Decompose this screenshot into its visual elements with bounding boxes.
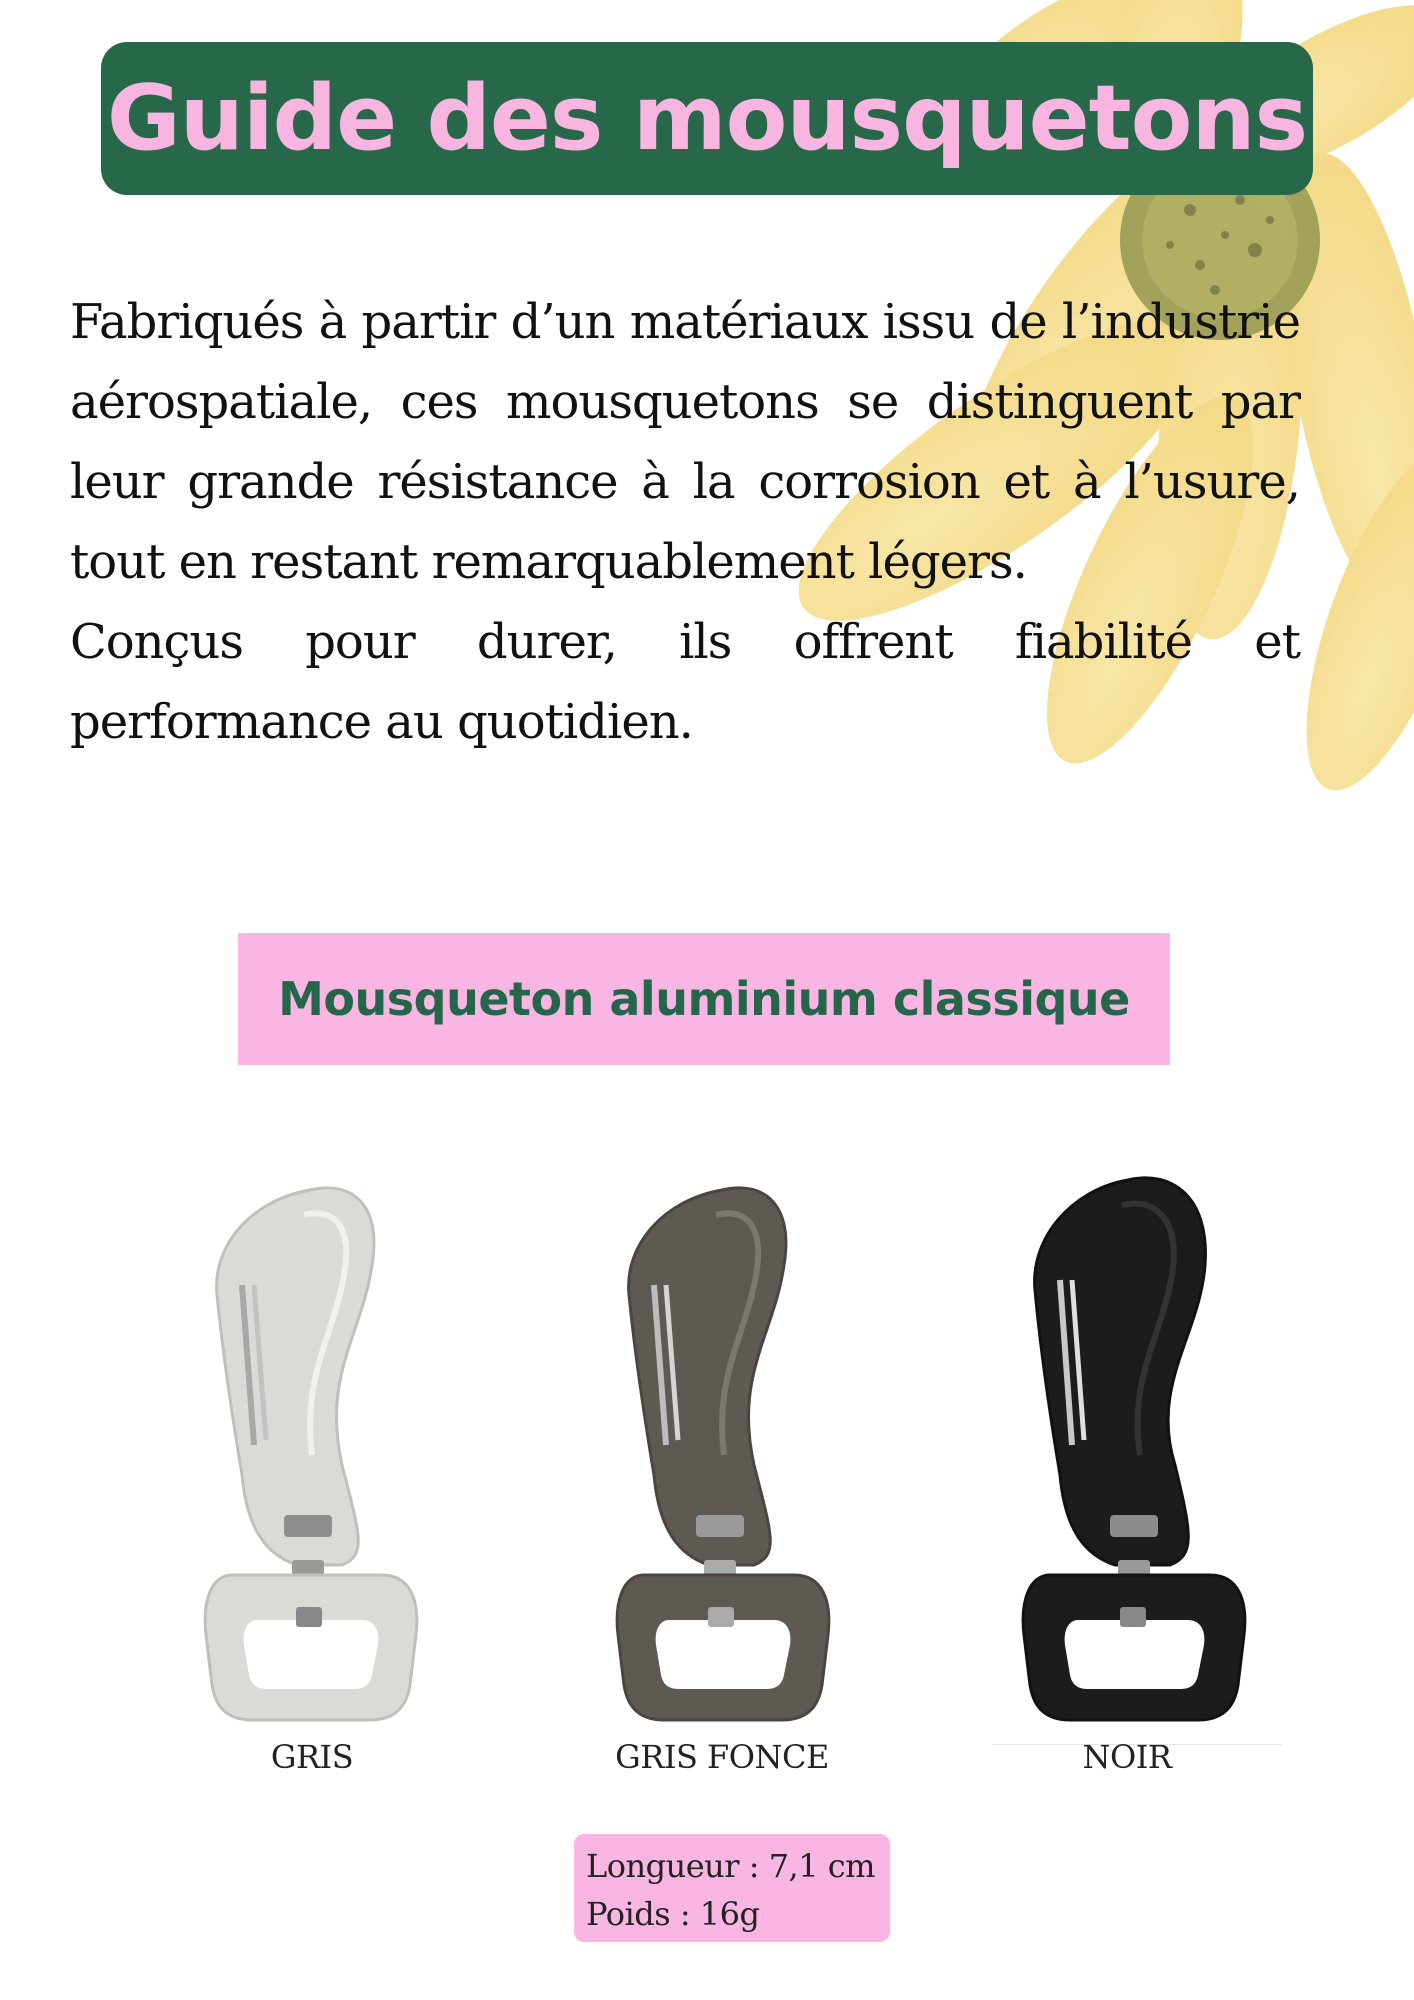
specs-box: [574, 1834, 890, 1942]
product-image-gris-fonce: [604, 1175, 844, 1725]
spec-length-label: Longueur :: [586, 1847, 760, 1885]
spec-weight-value: 16g: [699, 1895, 760, 1933]
section-title: Mousqueton aluminium classique: [278, 972, 1130, 1026]
spec-length-value: 7,1 cm: [768, 1847, 876, 1885]
spec-weight-label: Poids :: [586, 1895, 691, 1933]
product-label-gris: GRIS: [270, 1738, 354, 1776]
carabiner-icon: [192, 1175, 432, 1725]
carabiner-icon: [1010, 1165, 1250, 1725]
intro-text: [70, 282, 1300, 762]
title-banner: [101, 42, 1313, 195]
intro-paragraph: Conçus pour durer, ils offrent fiabilité et performance au quotidien.: [70, 614, 1300, 750]
product-label-noir: NOIR: [1082, 1738, 1172, 1776]
carabiner-icon: [604, 1175, 844, 1725]
page-title: Guide des mousquetons: [106, 66, 1308, 171]
section-title-box: [238, 933, 1170, 1065]
product-label-gris-fonce: GRIS FONCE: [615, 1738, 829, 1776]
spec-length: [586, 1842, 878, 1890]
product-image-gris: [192, 1175, 432, 1725]
intro-paragraph: Fabriqués à partir d’un matériaux issu de l’industrie aérospatiale, ces mousquetons se distinguent par leur grande résistance à la corrosion et à l’usure, tout en restant remarquablement légers.: [70, 294, 1300, 590]
product-image-noir: [1010, 1165, 1250, 1725]
spec-weight: [586, 1890, 878, 1938]
